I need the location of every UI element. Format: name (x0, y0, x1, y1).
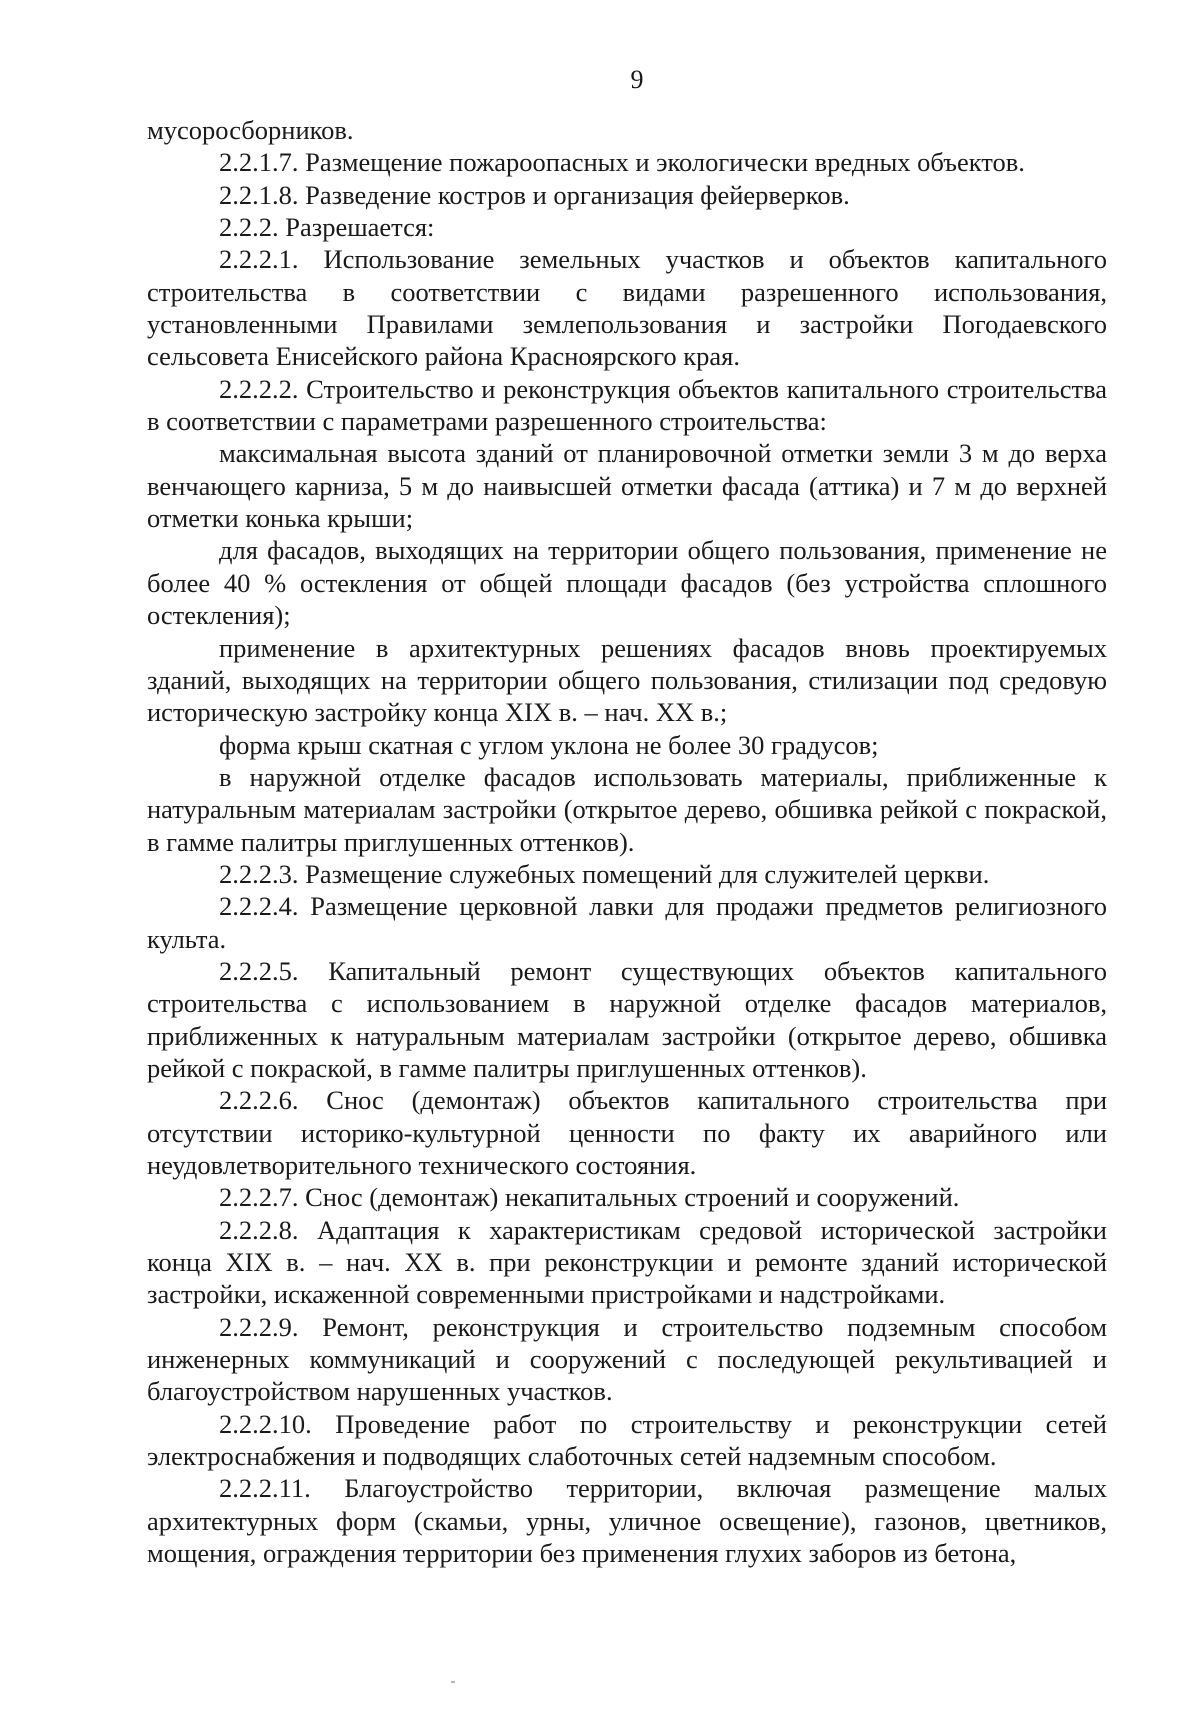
paragraph-2-2-2-11: 2.2.2.11. Благоустройство территории, включая размещение малых архитектурных форм (скамьи, урны, уличное освещение), газонов, цветников, мощения, ограждения территории без применения глухих заборов из бетона, (147, 1473, 1107, 1569)
paragraph-roof-form: форма крыш скатная с углом уклона не более 30 градусов; (219, 729, 879, 760)
paragraph-2-2-2-10: 2.2.2.10. Проведение работ по строительству и реконструкции сетей электроснабжения и подводящих слаботочных сетей надземным способом. (147, 1408, 1107, 1472)
paragraph-2-2-2-2: 2.2.2.2. Строительство и реконструкция объектов капитального строительства в соответствии с параметрами разрешенного строительства: (147, 373, 1107, 437)
paragraph-2-2-2-5: 2.2.2.5. Капитальный ремонт существующих объектов капитального строительства с использованием в наружной отделке фасадов материалов, приближенных к натуральным материалам застройки (открытое дерево, обшивка рейкой с покраской, в гамме палитры приглушенных оттенков). (147, 955, 1107, 1083)
scan-speck (451, 1681, 455, 1683)
paragraph-2-2-2-1: 2.2.2.1. Использование земельных участков и объектов капитального строительства в соответствии с видами разрешенного использования, установленными Правилами землепользования и застройки Погодаевского сельсовета Енисейского района Красноярского края. (147, 244, 1107, 372)
paragraph-2-2-1-7: 2.2.1.7. Размещение пожароопасных и экологически вредных объектов. (219, 147, 1025, 178)
paragraph-2-2-2-7: 2.2.2.7. Снос (демонтаж) некапитальных строений и сооружений. (219, 1182, 960, 1213)
paragraph-exterior-materials: в наружной отделке фасадов использовать материалы, приближенные к натуральным материалам застройки (открытое дерево, обшивка рейкой с покраской, в гамме палитры приглушенных оттенков). (147, 761, 1107, 857)
paragraph-stylization: применение в архитектурных решениях фасадов вновь проектируемых зданий, выходящих на территории общего пользования, стилизации под средовую историческую застройку конца XIX в. – нач. XX в.; (147, 632, 1107, 728)
paragraph-max-height: максимальная высота зданий от планировочной отметки земли 3 м до верха венчающего карниза, 5 м до наивысшей отметки фасада (аттика) и 7 м до верхней отметки конька крыши; (147, 438, 1107, 534)
paragraph-2-2-2: 2.2.2. Разрешается: (219, 212, 435, 243)
document-page (147, 64, 1107, 1684)
paragraph-2-2-1-8: 2.2.1.8. Разведение костров и организация фейерверков. (219, 179, 850, 210)
page-number: 9 (630, 65, 644, 94)
paragraph-2-2-2-9: 2.2.2.9. Ремонт, реконструкция и строительство подземным способом инженерных коммуникаций и сооружений с последующей рекультивацией и благоустройством нарушенных участков. (147, 1311, 1107, 1407)
paragraph-2-2-2-4: 2.2.2.4. Размещение церковной лавки для продажи предметов религиозного культа. (147, 891, 1107, 954)
paragraph-2-2-2-6: 2.2.2.6. Снос (демонтаж) объектов капитального строительства при отсутствии историко-культурной ценности по факту их аварийного или неудовлетворительного технического состояния. (147, 1085, 1107, 1180)
paragraph-continuation: мусоросборников. (147, 115, 354, 145)
paragraph-2-2-2-3: 2.2.2.3. Размещение служебных помещений для служителей церкви. (219, 858, 990, 889)
paragraph-2-2-2-8: 2.2.2.8. Адаптация к характеристикам средовой исторической застройки конца XIX в. – нач. XX в. при реконструкции и ремонте зданий исторической застройки, искаженной современными пристройками и надстройками. (147, 1214, 1107, 1310)
paragraph-facade-glazing: для фасадов, выходящих на территории общего пользования, применение не более 40 % остекления от общей площади фасадов (без устройства сплошного остекления); (147, 535, 1107, 631)
